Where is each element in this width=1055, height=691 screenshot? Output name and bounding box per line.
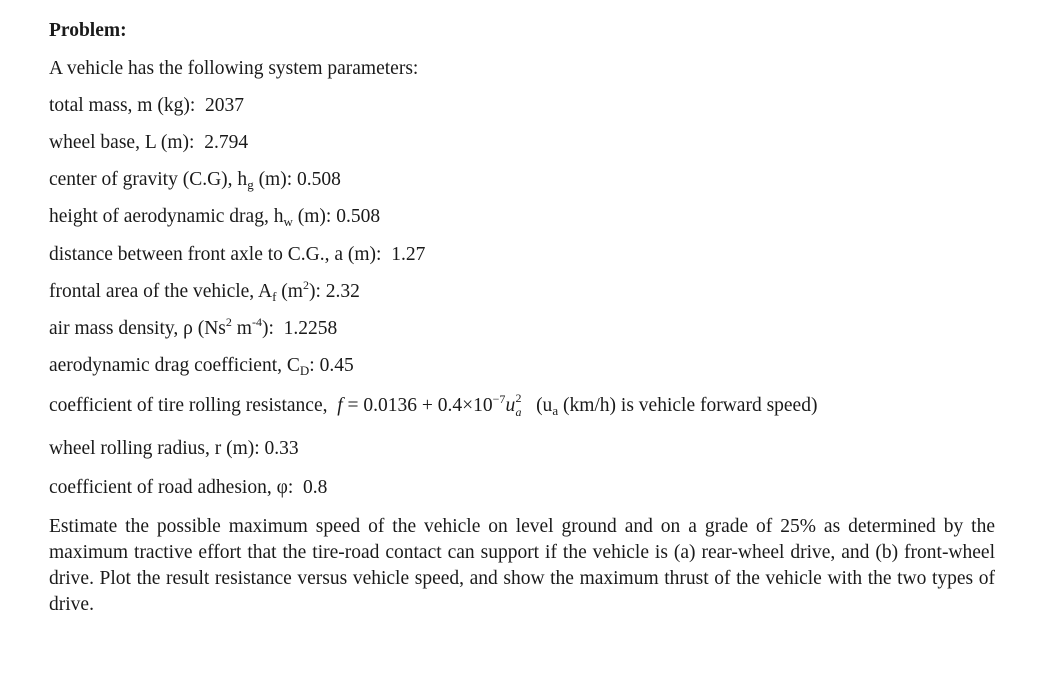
param-value: 0.508 xyxy=(336,206,381,227)
param-value: 2037 xyxy=(204,95,244,116)
param-label: distance between front axle to C.G., a (m): xyxy=(49,244,382,265)
formula-ua-squared xyxy=(505,391,522,419)
param-value: 0.45 xyxy=(319,355,354,376)
param-value: 0.33 xyxy=(264,438,299,459)
param-label: air mass density, ρ (Ns xyxy=(49,318,226,339)
formula-exponent: −7 xyxy=(492,392,506,406)
param-unit-close: ): xyxy=(261,318,274,339)
param-value: 0.508 xyxy=(297,169,341,190)
param-unit: (m xyxy=(276,281,303,302)
param-aero-drag-height xyxy=(49,205,380,230)
param-value: 2.794 xyxy=(204,132,249,153)
param-unit-close: ): xyxy=(308,281,321,302)
param-label: aerodynamic drag coefficient, C xyxy=(49,355,300,376)
param-total-mass xyxy=(49,94,244,118)
formula-note xyxy=(536,395,817,416)
formula-u: u xyxy=(505,395,516,416)
intro-text: A vehicle has the following system parameters: xyxy=(49,58,419,79)
param-label: total mass, m (kg): xyxy=(49,95,196,116)
param-superscript: 2 xyxy=(225,315,232,329)
param-label-suffix: (m): xyxy=(253,169,293,190)
param-wheel-radius xyxy=(49,437,299,461)
param-road-adhesion xyxy=(49,476,327,500)
param-label: coefficient of road adhesion, φ: xyxy=(49,477,294,498)
param-frontal-area xyxy=(49,280,360,305)
param-label: coefficient of tire rolling resistance, xyxy=(49,395,328,416)
formula-u-sup: 2 xyxy=(515,391,522,405)
param-label-suffix: (m): xyxy=(292,206,332,227)
param-subscript: D xyxy=(299,363,310,378)
param-label: wheel base, L (m): xyxy=(49,132,195,153)
param-drag-coefficient xyxy=(49,354,354,379)
formula-f: f xyxy=(337,395,343,416)
param-front-axle-distance xyxy=(49,243,425,267)
param-label: center of gravity (C.G), h xyxy=(49,169,248,190)
param-value: 0.8 xyxy=(303,477,328,498)
formula-equation: = 0.0136 + 0.4×10 xyxy=(342,395,493,416)
param-subscript: g xyxy=(247,177,254,192)
param-subscript: w xyxy=(283,214,293,229)
formula-note-sub: a xyxy=(552,403,559,418)
param-superscript: -4 xyxy=(251,315,262,329)
formula-u-sub: a xyxy=(515,405,522,419)
formula-note-post: (km/h) is vehicle forward speed) xyxy=(558,395,818,416)
param-label: wheel rolling radius, r (m): xyxy=(49,438,260,459)
problem-heading: Problem: xyxy=(49,20,127,41)
param-value: 2.32 xyxy=(325,281,360,302)
formula-note-pre: (u xyxy=(536,395,553,416)
param-wheel-base xyxy=(49,131,248,155)
param-superscript: 2 xyxy=(302,278,309,292)
task-paragraph: Estimate the possible maximum speed of the vehicle on level ground and on a grade of 25% as determined by the maximum tractive effort that the tire-road contact can support if the vehicle is (a) rear-wheel drive, and (b) front-wheel drive. Plot the result resistance versus vehicle speed, and show the maximum thrust of the vehicle with the two types of drive. xyxy=(49,516,995,615)
param-unit: m xyxy=(231,318,252,339)
param-label: frontal area of the vehicle, A xyxy=(49,281,273,302)
param-rolling-resistance xyxy=(49,391,818,419)
param-value: 1.2258 xyxy=(283,318,338,339)
param-label-suffix: : xyxy=(309,355,315,376)
param-value: 1.27 xyxy=(391,244,426,265)
param-subscript: f xyxy=(272,289,277,304)
param-air-density xyxy=(49,317,337,342)
param-label: height of aerodynamic drag, h xyxy=(49,206,284,227)
param-center-of-gravity xyxy=(49,168,341,193)
